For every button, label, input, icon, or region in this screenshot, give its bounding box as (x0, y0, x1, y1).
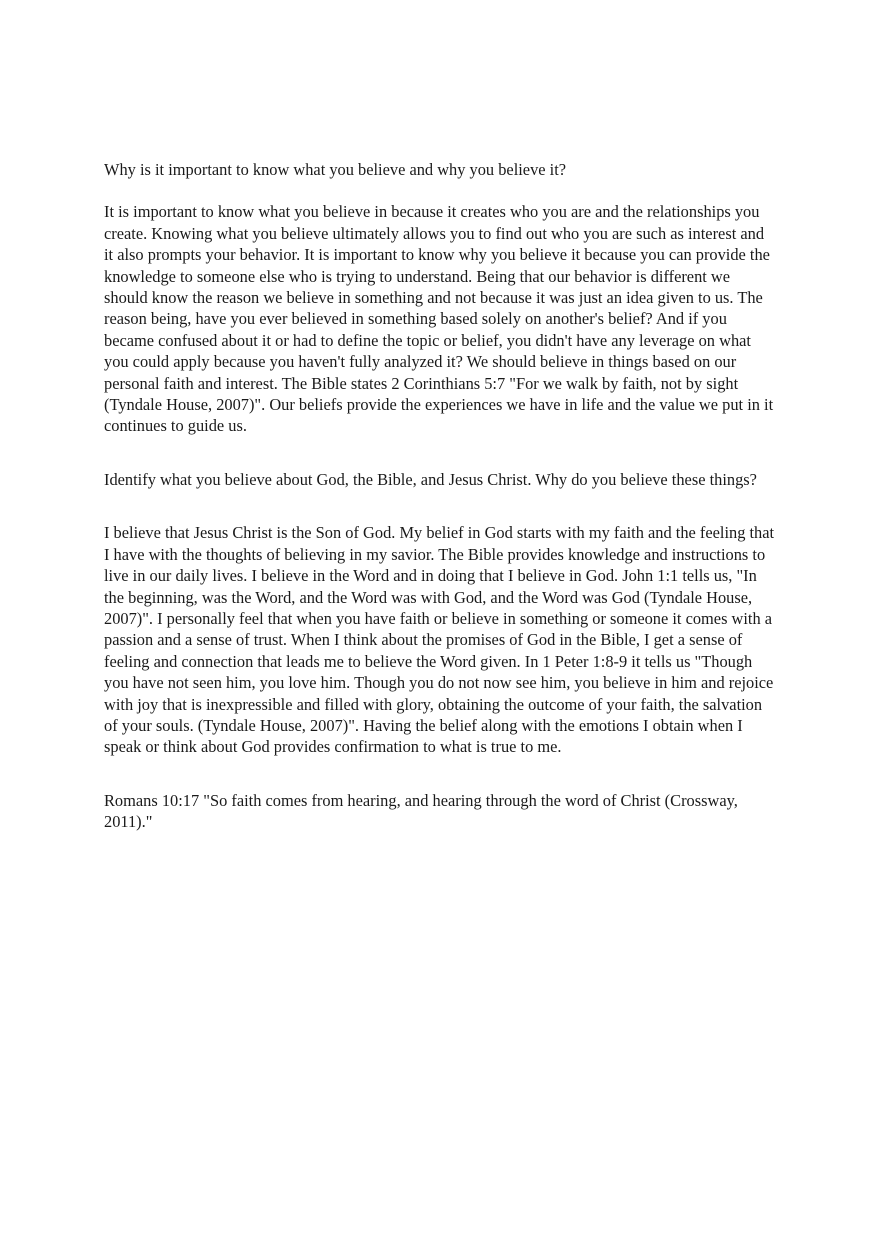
answer-2-paragraph: I believe that Jesus Christ is the Son of God. My belief in God starts with my faith and the feeling that I have with the thoughts of believing in my savior. The Bible provides knowledge and instructions to live in our daily lives. I believe in the Word and in doing that I believe in God. John 1:1 tells us, "In the beginning, was the Word, and the Word was with God, and the Word was God (Tyndale House, 2007)". I personally feel that when you have faith or believe in something or someone it comes with a passion and a sense of trust. When I think about the promises of God in the Bible, I get a sense of feeling and connection that leads me to believe the Word given. In 1 Peter 1:8-9 it tells us "Though you have not seen him, you love him. Though you do not now see him, you believe in him and rejoice with joy that is inexpressible and filled with glory, obtaining the outcome of your faith, the salvation of your souls. (Tyndale House, 2007)". Having the belief along with the emotions I obtain when I speak or think about God provides confirmation to what is true to me. (104, 523, 775, 757)
answer-1-paragraph: It is important to know what you believe in because it creates who you are and the relationships you create. Knowing what you believe ultimately allows you to find out who you are such as interest and it also prompts your behavior. It is important to know why you believe it because you can provide the knowledge to someone else who is trying to understand. Being that our behavior is different we should know the reason we believe in something and not because it was just an idea given to us. The reason being, have you ever believed in something based solely on another's belief? And if you became confused about it or had to define the topic or belief, you didn't have any leverage on what you could apply because you haven't fully analyzed it? We should believe in things based on our personal faith and interest. The Bible states 2 Corinthians 5:7 "For we walk by faith, not by sight (Tyndale House, 2007)". Our beliefs provide the experiences we have in life and the value we put in it continues to guide us. (104, 202, 774, 436)
question-2: Identify what you believe about God, the Bible, and Jesus Christ. Why do you believe these things? (104, 469, 757, 489)
closing-scripture-quote: Romans 10:17 "So faith comes from hearing, and hearing through the word of Christ (Crossway, 2011)." (104, 790, 738, 832)
document-body (104, 159, 776, 833)
question-1: Why is it important to know what you believe and why you believe it? (104, 160, 567, 179)
